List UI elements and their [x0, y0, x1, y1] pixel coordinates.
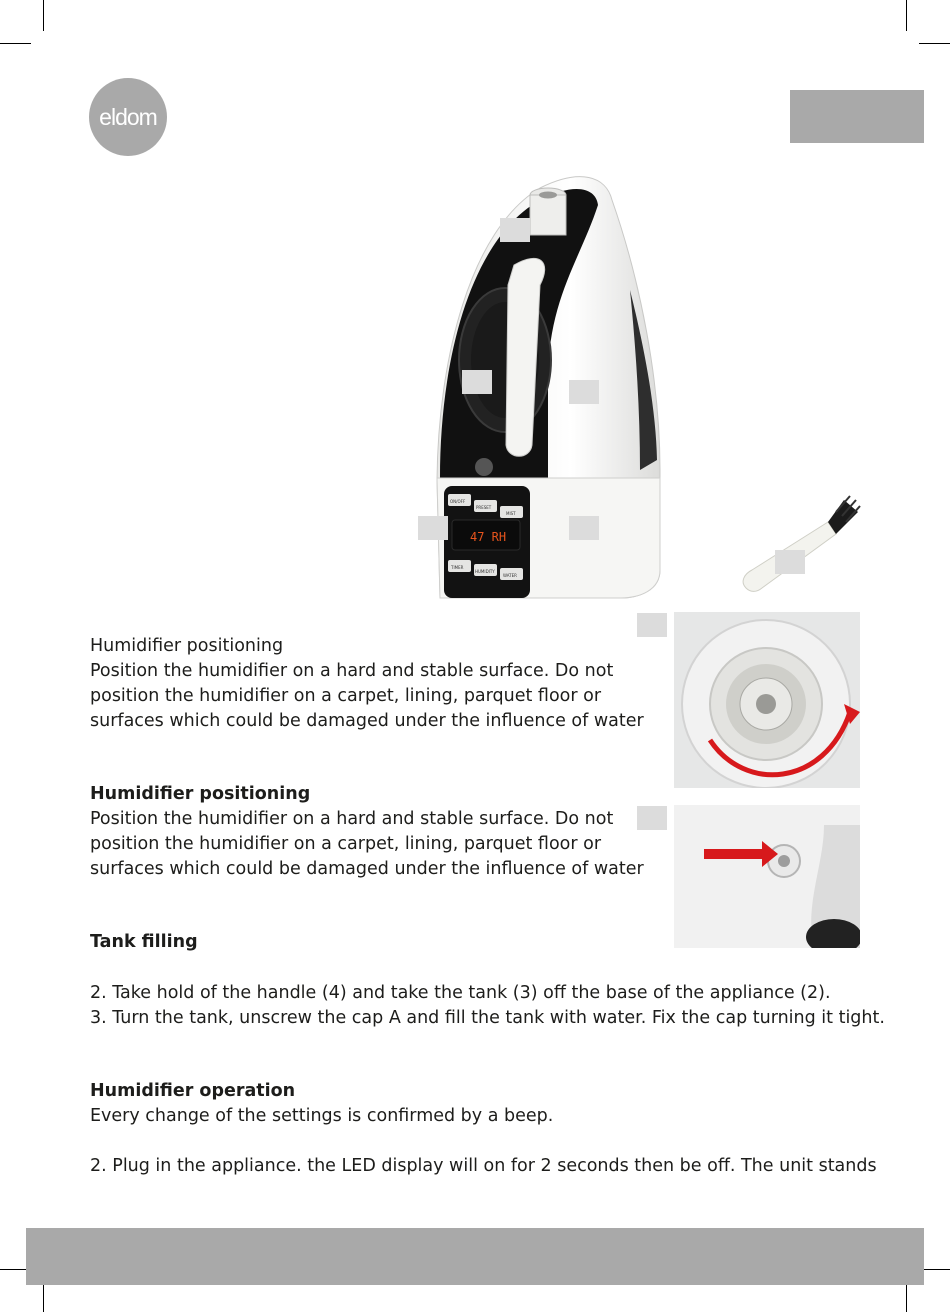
crop-mark — [906, 1282, 907, 1312]
footer-bar — [26, 1228, 924, 1285]
section-line: 2. Take hold of the handle (4) and take the tank (3) off the base of the appliance (2). — [90, 983, 831, 1003]
cleaning-brush-illustration — [736, 492, 861, 600]
step-label-box — [637, 806, 667, 830]
humidifier-illustration — [420, 170, 670, 610]
part-label-box — [462, 370, 492, 394]
cap-unscrew-photo — [674, 612, 860, 788]
button-label-onoff: ON/OFF — [450, 499, 466, 504]
language-tab — [790, 90, 924, 143]
crop-mark — [0, 43, 31, 44]
section-line: 3. Turn the tank, unscrew the cap A and fill the tank with water. Fix the cap turning it tight. — [90, 1008, 885, 1028]
section-line: position the humidifier on a carpet, lining, parquet floor or — [90, 686, 602, 706]
section-title: Humidifier positioning — [90, 784, 311, 804]
crop-mark — [43, 0, 44, 31]
display-readout: 47 RH — [470, 530, 507, 544]
button-label-preset: PRESET — [476, 505, 492, 510]
button-label-timer: TIMER — [451, 565, 464, 570]
section-title: Humidifier positioning — [90, 636, 284, 656]
crop-mark — [43, 1282, 44, 1312]
part-label-box — [418, 516, 448, 540]
button-label-water: WATER — [503, 573, 517, 578]
part-label-box — [569, 516, 599, 540]
part-label-box — [569, 380, 599, 404]
button-label-humidity: HUMIDITY — [475, 569, 495, 574]
section-line: Position the humidifier on a hard and stable surface. Do not — [90, 661, 614, 681]
step-label-box — [637, 613, 667, 637]
section-line: position the humidifier on a carpet, lining, parquet floor or — [90, 834, 602, 854]
eldom-logo — [89, 78, 167, 156]
section-line: 2. Plug in the appliance. the LED display will on for 2 seconds then be off. The unit stands — [90, 1156, 877, 1176]
section-line: Every change of the settings is confirmed by a beep. — [90, 1106, 554, 1126]
crop-mark — [906, 0, 907, 31]
crop-mark — [919, 43, 950, 44]
section-line: surfaces which could be damaged under the influence of water — [90, 711, 644, 731]
section-line: surfaces which could be damaged under the influence of water — [90, 859, 644, 879]
tank-valve-photo — [674, 805, 860, 948]
logo-text: eldom — [99, 103, 157, 130]
part-label-box — [500, 218, 530, 242]
section-line: Position the humidifier on a hard and stable surface. Do not — [90, 809, 614, 829]
button-label-mist: MIST — [506, 511, 516, 516]
section-title: Tank filling — [90, 932, 198, 952]
section-title: Humidifier operation — [90, 1081, 296, 1101]
part-label-box — [775, 550, 805, 574]
